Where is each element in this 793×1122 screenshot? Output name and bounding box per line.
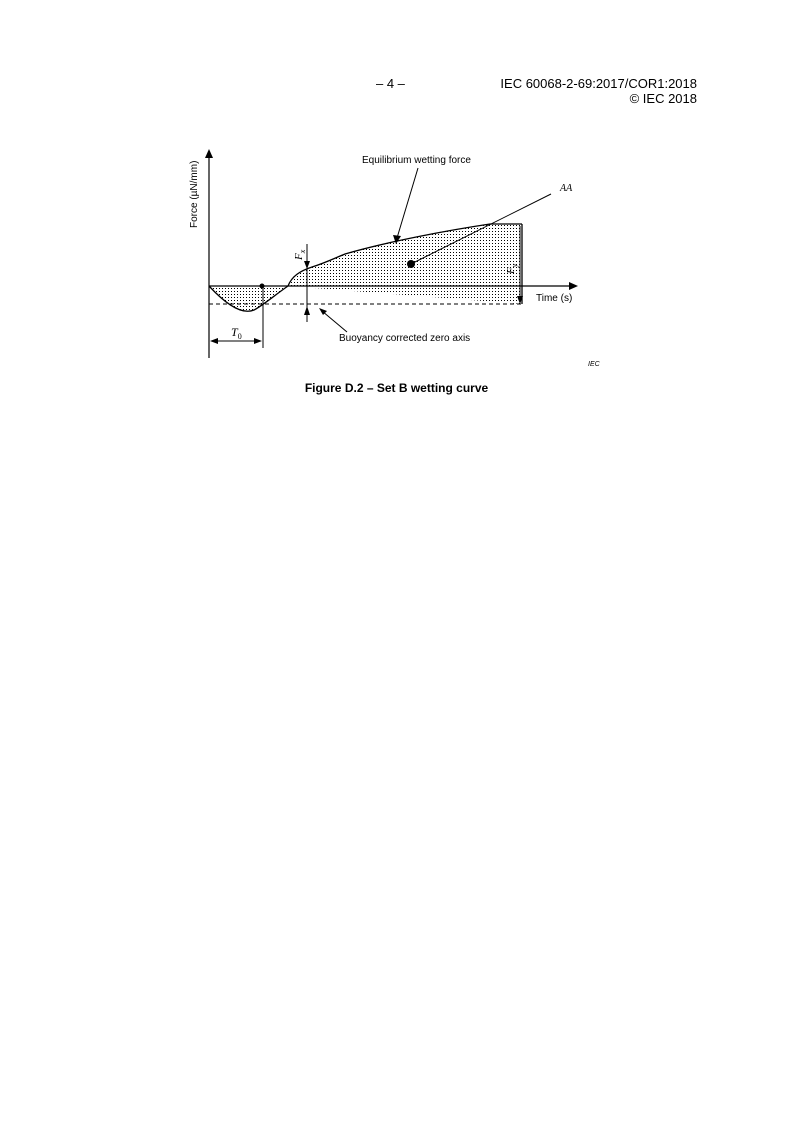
t0-label: $T_0$: [231, 325, 242, 341]
page-number: – 4 –: [376, 76, 405, 91]
negative-area-shading: [209, 286, 288, 311]
fx-arrow-bottom: [304, 306, 310, 315]
document-id: IEC 60068-2-69:2017/COR1:2018: [500, 76, 697, 91]
t0-arrow-left: [210, 338, 218, 344]
fy-label: $F_y$: [505, 263, 519, 274]
equilibrium-label: Equilibrium wetting force: [362, 155, 471, 166]
x-axis-arrow: [569, 282, 578, 290]
y-axis-arrow: [205, 149, 213, 158]
wetting-curve-figure: [0, 0, 793, 400]
figure-caption: Figure D.2 – Set B wetting curve: [304, 381, 489, 395]
iec-watermark: IEC: [588, 361, 600, 368]
t0-arrow-right: [254, 338, 262, 344]
fx-label: $F_x$: [293, 249, 307, 260]
t0-crossing-point: [260, 284, 265, 289]
copyright-line: © IEC 2018: [629, 91, 697, 106]
x-axis-label: Time (s): [536, 293, 573, 304]
aa-label: AA: [560, 183, 573, 194]
buoyancy-label: Buoyancy corrected zero axis: [339, 333, 471, 344]
aa-area-marker: [407, 260, 415, 268]
positive-area-shading: [288, 224, 522, 304]
equilibrium-leader: [397, 168, 418, 238]
y-axis-label: Force (µN/mm): [189, 160, 200, 228]
buoyancy-leader: [322, 311, 347, 332]
